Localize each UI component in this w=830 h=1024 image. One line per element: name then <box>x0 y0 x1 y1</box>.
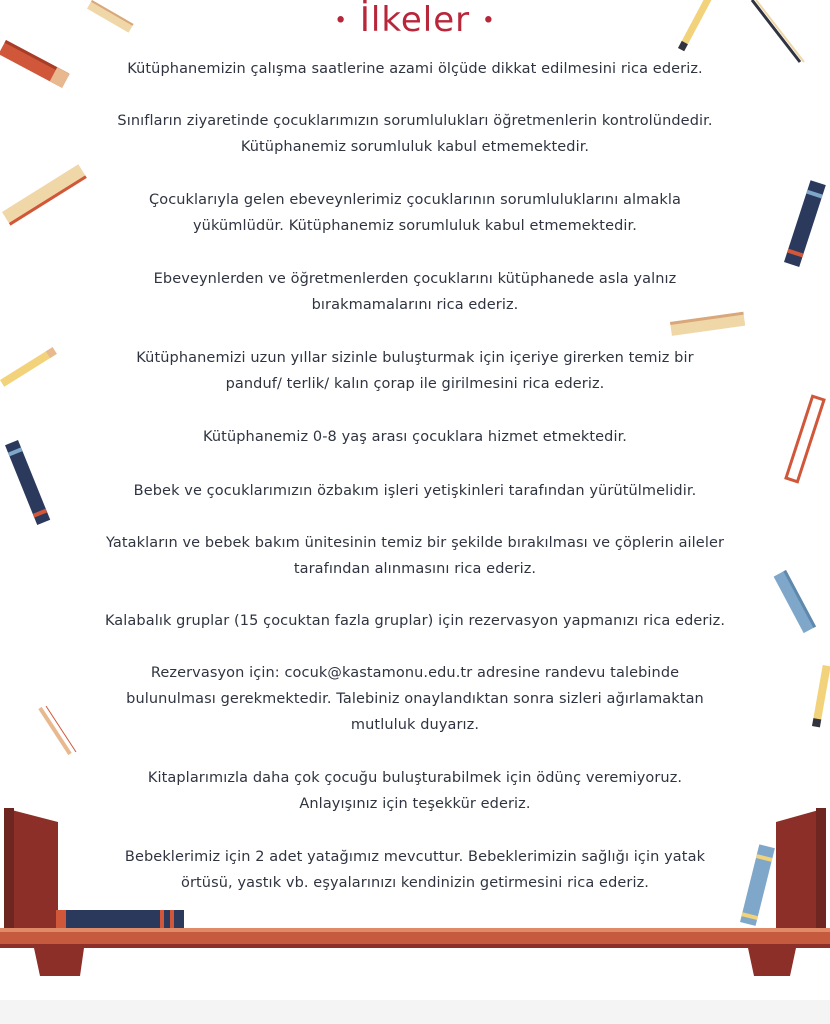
rule-line: bulunulması gerekmektedir. Talebiniz onaylandıktan sonra sizleri ağırlamaktan <box>126 691 704 707</box>
rule-line: Kütüphanemizi uzun yıllar sizinle buluşturmak için içeriye girerken temiz bir <box>136 350 694 366</box>
rule-line: Kitaplarımızla daha çok çocuğu buluşturabilmek için ödünç veremiyoruz. <box>147 770 683 786</box>
title-text: İlkeler <box>359 0 471 40</box>
rule-item <box>0 765 830 817</box>
rule-item <box>0 424 830 450</box>
rule-item <box>0 478 830 504</box>
page-title <box>0 0 830 42</box>
rule-line: Bebek ve çocuklarımızın özbakım işleri yetişkinleri tarafından yürütülmelidir. <box>133 483 697 499</box>
rule-line: bırakmamalarını rica ederiz. <box>311 297 519 313</box>
rule-line: Kalabalık gruplar (15 çocuktan fazla gruplar) için rezervasyon yapmanızı rica ederiz. <box>104 613 726 629</box>
rule-line: Kütüphanemizin çalışma saatlerine azami ölçüde dikkat edilmesini rica ederiz. <box>127 61 703 77</box>
rule-line: Anlayışınız için teşekkür ederiz. <box>299 796 531 812</box>
rule-item <box>0 56 830 82</box>
rule-line: Rezervasyon için: cocuk@kastamonu.edu.tr adresine randevu talebinde <box>150 665 680 681</box>
rule-line: Bebeklerimiz için 2 adet yatağımız mevcuttur. Bebeklerimizin sağlığı için yatak <box>124 849 706 865</box>
rule-item <box>0 660 830 738</box>
rule-line: Kütüphanemiz sorumluluk kabul etmemektedir. <box>240 139 590 155</box>
rule-line: yükümlüdür. Kütüphanemiz sorumluluk kabul etmemektedir. <box>193 218 637 234</box>
rule-item <box>0 345 830 397</box>
rule-item <box>0 187 830 239</box>
rule-line: tarafından alınmasını rica ederiz. <box>293 561 537 577</box>
rule-line: Çocuklarıyla gelen ebeveynlerimiz çocuklarının sorumluluklarını almakla <box>149 192 681 208</box>
rule-item <box>0 608 830 634</box>
title-dot-right: • <box>481 8 496 34</box>
title-dot-left: • <box>334 8 349 34</box>
book-icon <box>56 910 184 928</box>
rule-line: panduf/ terlik/ kalın çorap ile girilmesini rica ederiz. <box>225 376 605 392</box>
shelf-leg-right <box>748 948 796 976</box>
rule-line: Kütüphanemiz 0-8 yaş arası çocuklara hizmet etmektedir. <box>202 429 628 445</box>
rule-line: örtüsü, yastık vb. eşyalarınızı kendinizin getirmesini rica ederiz. <box>180 875 650 891</box>
rule-item <box>0 266 830 318</box>
rule-line: Sınıfların ziyaretinde çocuklarımızın sorumlulukları öğretmenlerin kontrolündedir. <box>117 113 713 129</box>
rule-item <box>0 844 830 896</box>
rule-line: mutluluk duyarız. <box>350 717 480 733</box>
shelf-leg-left <box>34 948 84 976</box>
rule-line: Yatakların ve bebek bakım ünitesinin temiz bir şekilde bırakılması ve çöplerin aileler <box>105 535 725 551</box>
bottom-margin <box>0 1000 830 1024</box>
rule-item <box>0 530 830 582</box>
rule-item <box>0 108 830 160</box>
shelf-board <box>0 928 830 948</box>
rule-line: Ebeveynlerden ve öğretmenlerden çocuklarını kütüphanede asla yalnız <box>153 271 677 287</box>
